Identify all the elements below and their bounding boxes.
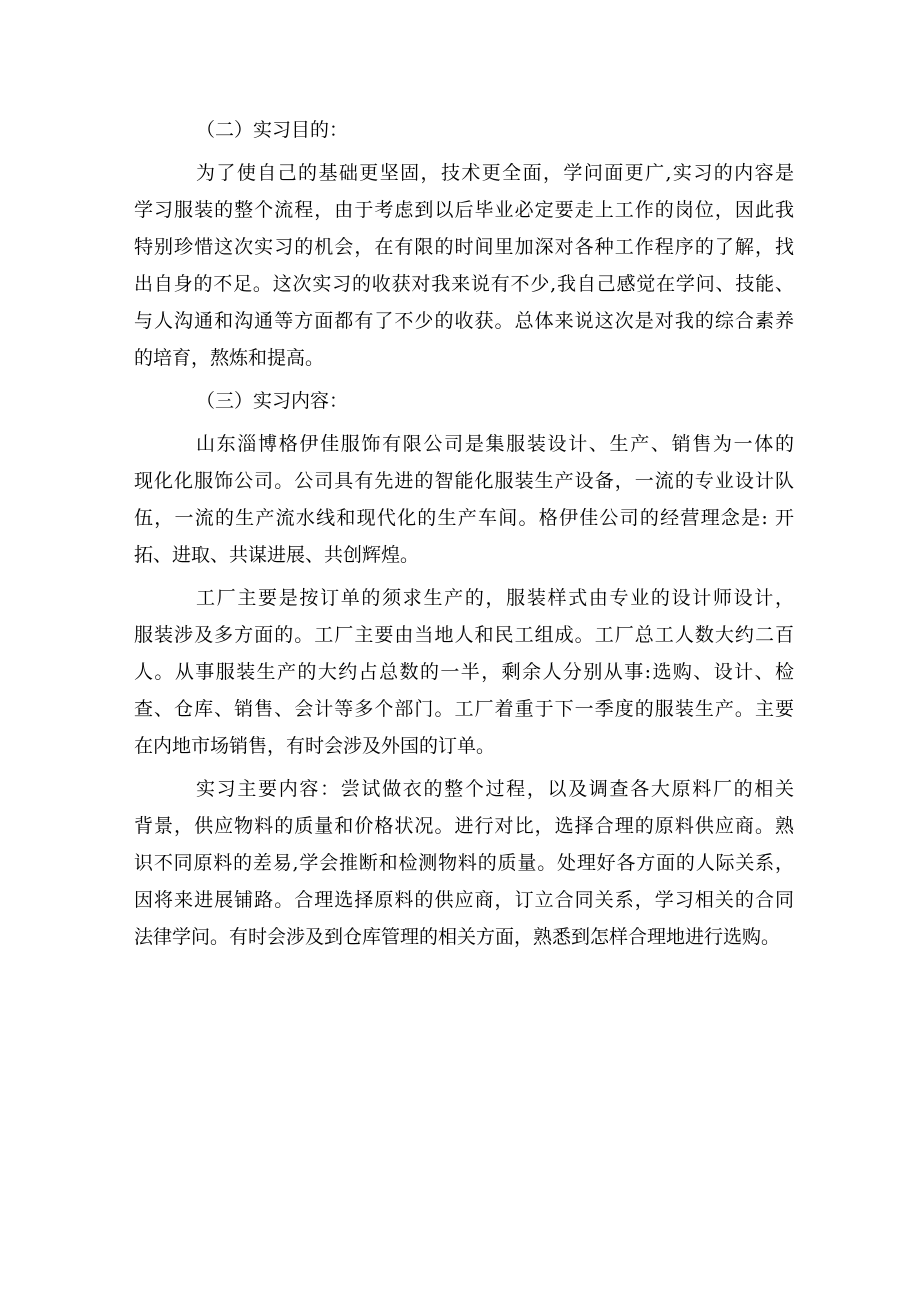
paragraph-line: 背景，供应物料的质量和价格状况。进行对比，选择合理的原料供应商。熟 <box>134 815 794 837</box>
paragraph-line: 特别珍惜这次实习的机会，在有限的时间里加深对各种工作程序的了解，找 <box>134 236 794 258</box>
paragraph-factory <box>134 580 794 765</box>
section-heading-objectives: （二）实习目的： <box>196 119 349 141</box>
paragraph-line: 拓、进取、共谋进展、共创辉煌。 <box>134 544 420 566</box>
section-heading-content: （三）实习内容： <box>196 390 349 412</box>
paragraph-line: 工厂主要是按订单的须求生产的，服装样式由专业的设计师设计， <box>196 587 794 609</box>
paragraph-line: 服装涉及多方面的。工厂主要由当地人和民工组成。工厂总工人数大约二百 <box>134 624 794 646</box>
paragraph-internship-main <box>134 771 794 956</box>
paragraph-line: 与人沟通和沟通等方面都有了不少的收获。总体来说这次是对我的综合素养 <box>134 310 794 332</box>
document-body <box>134 112 794 956</box>
paragraph-line: 山东淄博格伊佳服饰有限公司是集服装设计、生产、销售为一体的 <box>196 433 794 455</box>
paragraph-line: 出自身的不足。这次实习的收获对我来说有不少,我自己感觉在学问、技能、 <box>134 273 794 295</box>
paragraph-line: 学习服装的整个流程，由于考虑到以后毕业必定要走上工作的岗位，因此我 <box>134 199 794 221</box>
paragraph-line: 因将来进展铺路。合理选择原料的供应商，订立合同关系，学习相关的合同 <box>134 889 794 911</box>
paragraph-line: 识不同原料的差易,学会推断和检测物料的质量。处理好各方面的人际关系， <box>134 852 794 874</box>
paragraph-line: 为了使自己的基础更坚固，技术更全面，学问面更广,实习的内容是 <box>196 162 794 184</box>
paragraph-line: 查、仓库、销售、会计等多个部门。工厂着重于下一季度的服装生产。主要 <box>134 698 794 720</box>
paragraph-line: 法律学问。有时会涉及到仓库管理的相关方面，熟悉到怎样合理地进行选购。 <box>134 926 781 948</box>
paragraph-line: 实习主要内容：尝试做衣的整个过程，以及调查各大原料厂的相关 <box>196 778 794 800</box>
paragraph-line: 伍，一流的生产流水线和现代化的生产车间。格伊佳公司的经营理念是: 开 <box>134 507 794 529</box>
paragraph-company-intro <box>134 426 794 574</box>
paragraph-objectives <box>134 155 794 377</box>
paragraph-line: 人。从事服装生产的大约占总数的一半，剩余人分别从事:选购、设计、检 <box>134 661 794 683</box>
paragraph-line: 的培育，熬炼和提高。 <box>134 347 325 369</box>
paragraph-line: 现化化服饰公司。公司具有先进的智能化服装生产设备，一流的专业设计队 <box>134 470 794 492</box>
paragraph-line: 在内地市场销售，有时会涉及外国的订单。 <box>134 735 496 757</box>
